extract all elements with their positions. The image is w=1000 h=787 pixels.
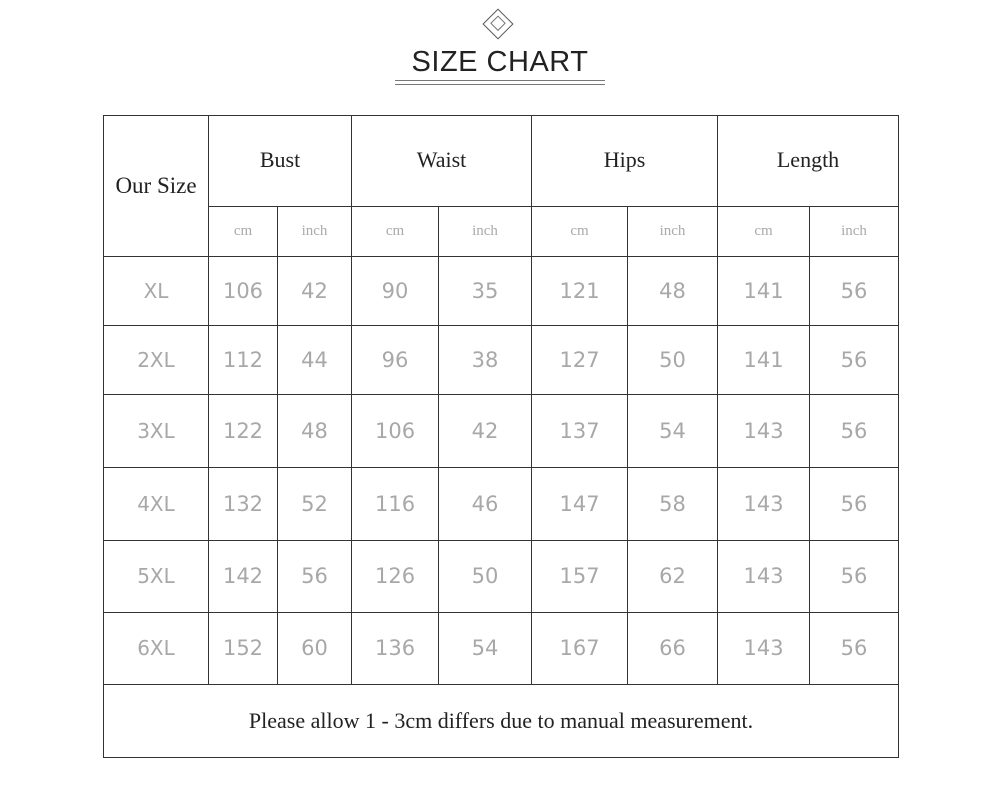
title-underline [395,80,605,81]
group-header-row [104,116,899,207]
table-row [104,612,899,684]
table-cell: 112 [209,326,278,395]
table-cell: 152 [209,612,278,684]
size-chart-table [103,115,899,758]
table-cell: 56 [278,540,352,612]
table-cell: 126 [352,540,439,612]
table-row [104,395,899,467]
table-cell: 141 [718,326,810,395]
table-cell: 142 [209,540,278,612]
diamond-ornament-icon [482,8,513,39]
table-cell: 96 [352,326,439,395]
table-row [104,540,899,612]
table-cell: 48 [278,395,352,467]
table-cell: 38 [439,326,532,395]
table-cell: 136 [352,612,439,684]
table-cell: 141 [718,257,810,326]
table-cell: 50 [628,326,718,395]
table-cell: 42 [439,395,532,467]
unit-header-row [104,207,899,257]
header [0,0,1000,100]
page-title: SIZE CHART [411,46,589,78]
hips-header: Hips [532,116,718,207]
title-underline [395,84,605,85]
table-cell: 56 [810,395,899,467]
table-row [104,257,899,326]
table-cell: 132 [209,467,278,540]
measurement-note: Please allow 1 - 3cm differs due to manual measurement. [104,684,899,757]
unit-header: inch [628,207,718,257]
table-cell: 44 [278,326,352,395]
bust-header: Bust [209,116,352,207]
table-cell: 121 [532,257,628,326]
table-cell: 52 [278,467,352,540]
table-cell: 157 [532,540,628,612]
table-cell: 58 [628,467,718,540]
table-cell: 106 [352,395,439,467]
table-cell: 42 [278,257,352,326]
size-label: 5XL [104,540,209,612]
table-cell: 143 [718,467,810,540]
note-row [104,684,899,757]
size-label: 2XL [104,326,209,395]
waist-header: Waist [352,116,532,207]
table-cell: 143 [718,612,810,684]
table-cell: 48 [628,257,718,326]
table-cell: 127 [532,326,628,395]
table-cell: 46 [439,467,532,540]
table-cell: 35 [439,257,532,326]
unit-header: cm [718,207,810,257]
table-cell: 56 [810,326,899,395]
table-cell: 66 [628,612,718,684]
length-header: Length [718,116,899,207]
table-cell: 122 [209,395,278,467]
unit-header: inch [278,207,352,257]
table-cell: 116 [352,467,439,540]
table-cell: 60 [278,612,352,684]
table-cell: 147 [532,467,628,540]
table-cell: 167 [532,612,628,684]
table-cell: 56 [810,257,899,326]
unit-header: cm [532,207,628,257]
size-label: XL [104,257,209,326]
unit-header: cm [209,207,278,257]
size-label: 6XL [104,612,209,684]
size-label: 4XL [104,467,209,540]
table-cell: 62 [628,540,718,612]
unit-header: inch [439,207,532,257]
table-cell: 54 [628,395,718,467]
unit-header: cm [352,207,439,257]
table-row [104,467,899,540]
table-cell: 106 [209,257,278,326]
unit-header: inch [810,207,899,257]
table-cell: 50 [439,540,532,612]
table-row [104,326,899,395]
table-cell: 54 [439,612,532,684]
table-cell: 90 [352,257,439,326]
table-cell: 143 [718,395,810,467]
table-cell: 143 [718,540,810,612]
table-cell: 56 [810,612,899,684]
table-cell: 137 [532,395,628,467]
size-label: 3XL [104,395,209,467]
our-size-header: Our Size [104,116,209,257]
table-cell: 56 [810,467,899,540]
table-cell: 56 [810,540,899,612]
